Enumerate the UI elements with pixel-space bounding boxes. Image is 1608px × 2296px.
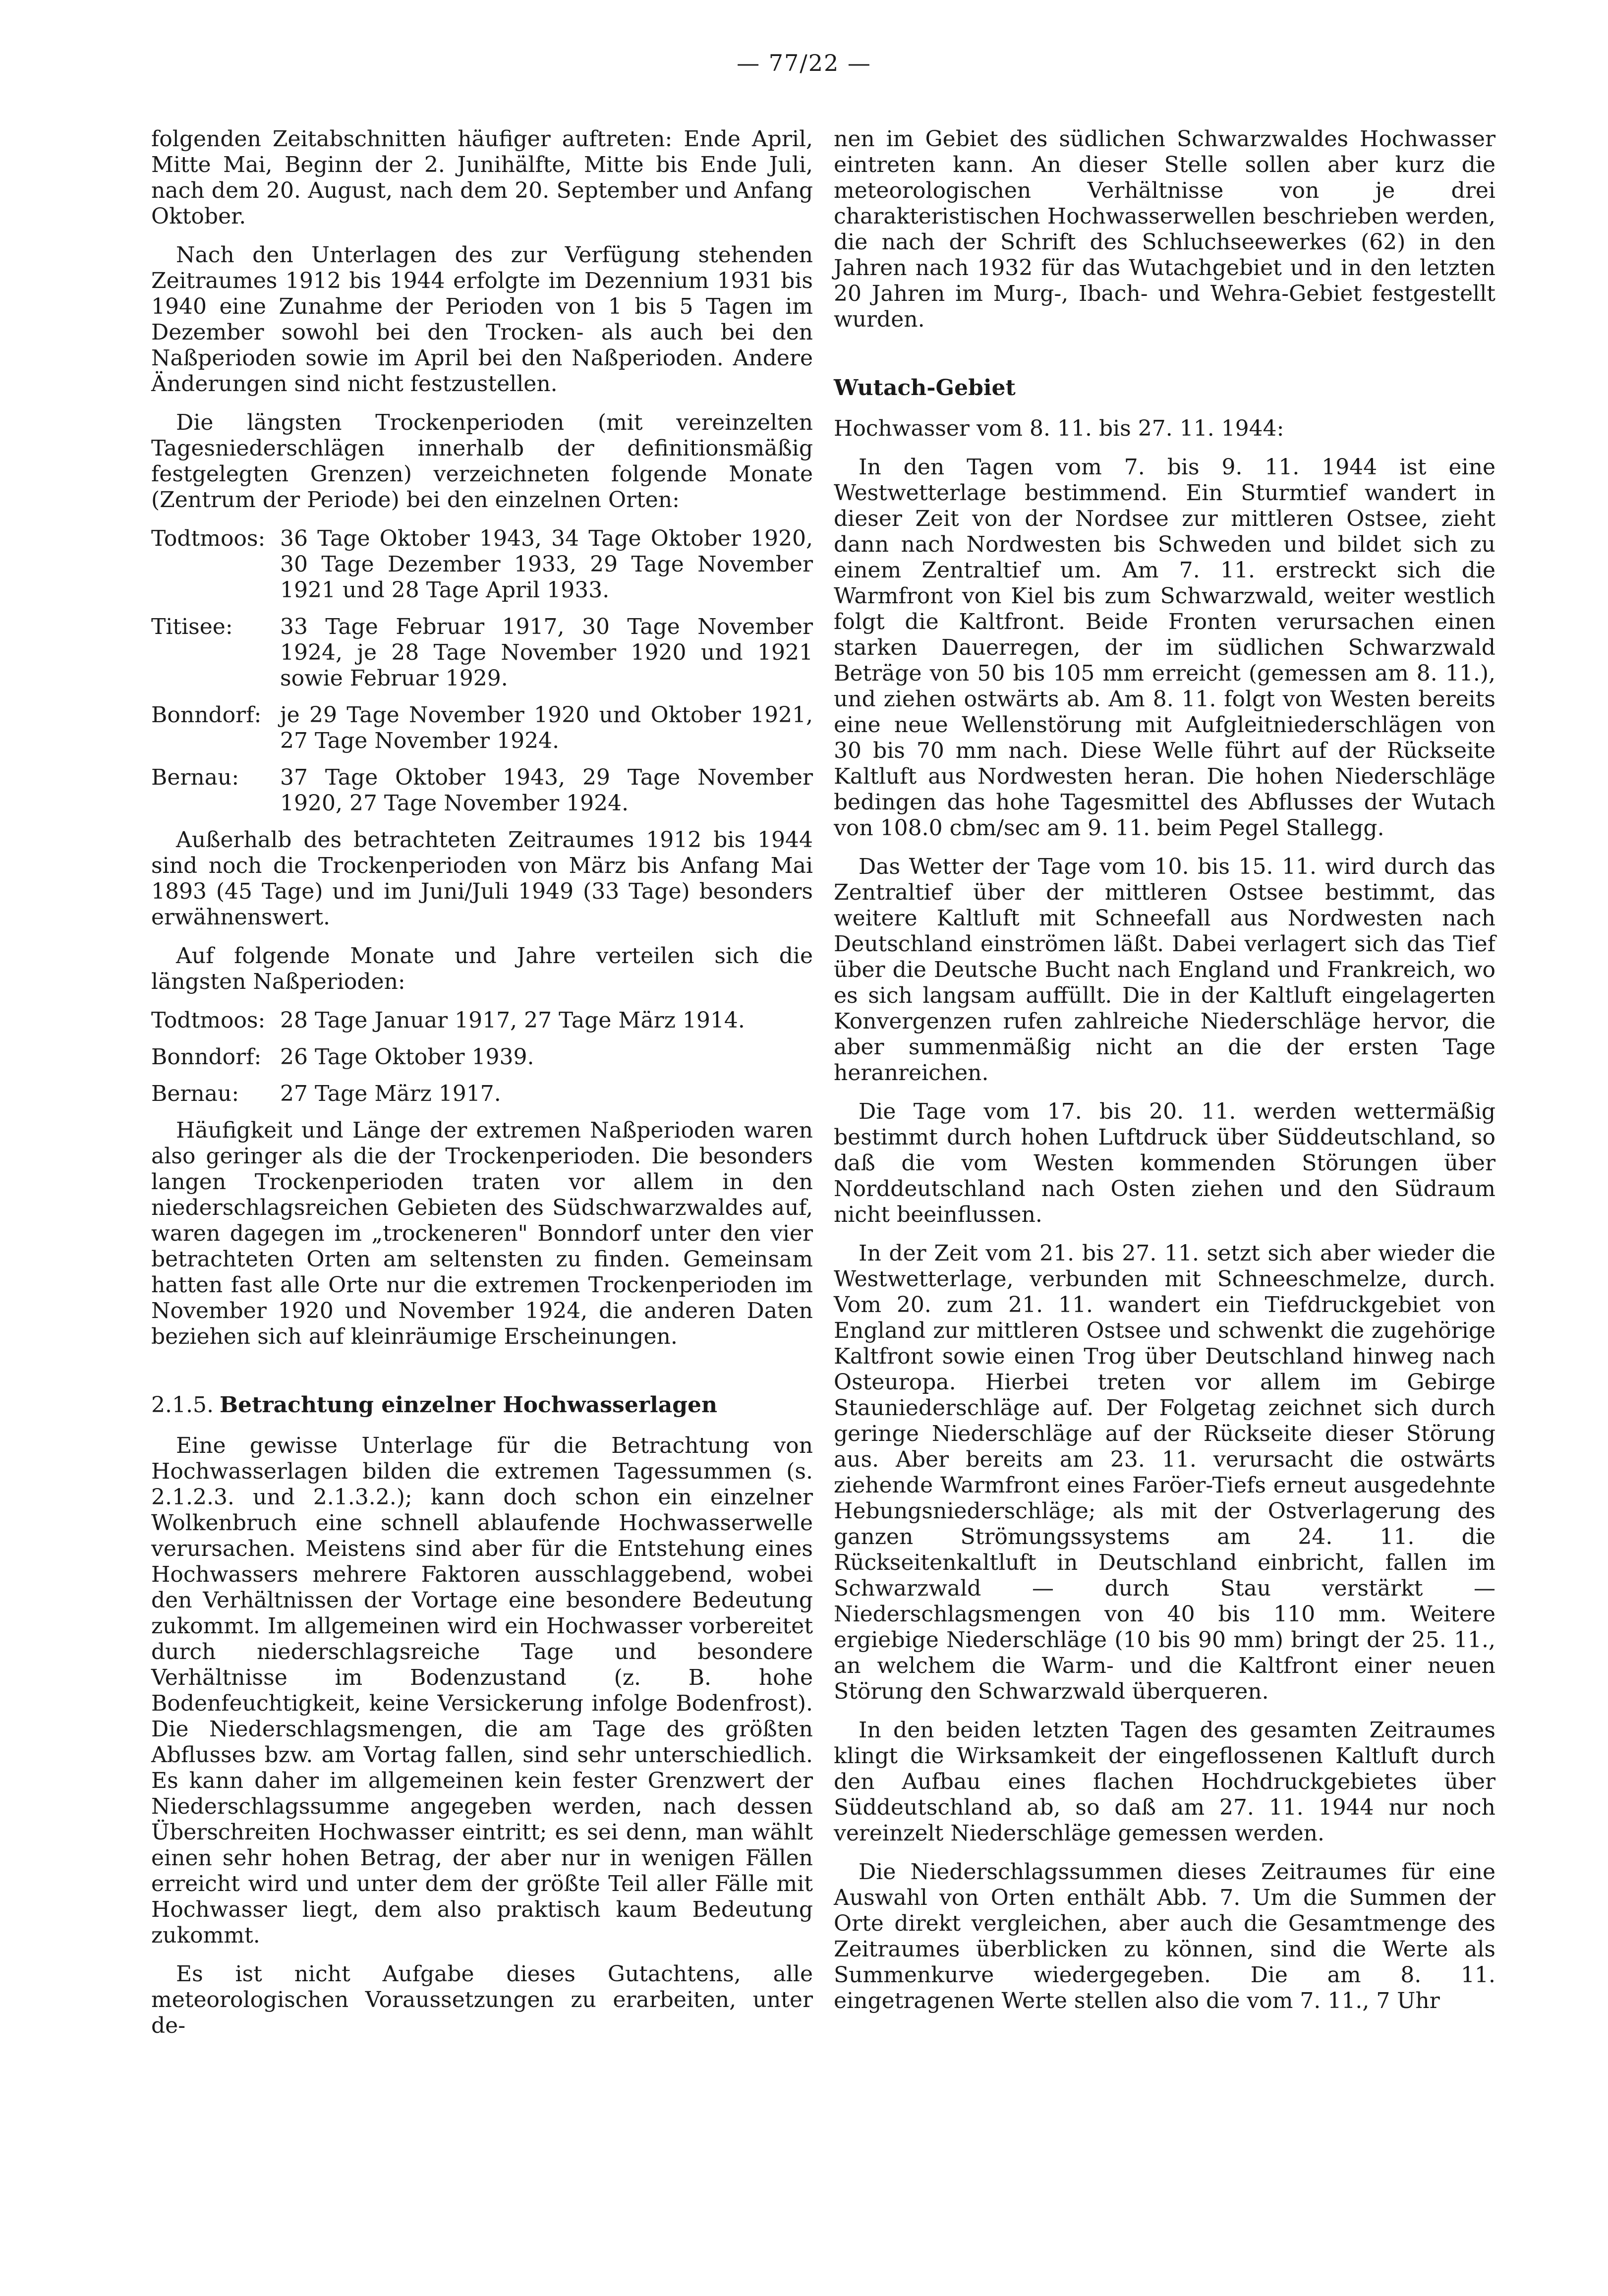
period-text: 37 Tage Oktober 1943, 29 Tage November 1920, 27 Tage November 1924. [280, 765, 813, 816]
paragraph: Es ist nicht Aufgabe dieses Gutachtens, alle meteorologischen Voraussetzungen zu erarbeiten, unter de- [151, 1961, 813, 2038]
paragraph: In den beiden letzten Tagen des gesamten Zeitraumes klingt die Wirksamkeit der eingeflossenen Kaltluft durch den Aufbau eines flachen Hochdruckgebietes über Süddeutschland ab, so daß am 27. 11. 1944 nur noch vereinzelt Niederschläge gemessen werden. [834, 1718, 1495, 1846]
list-item [151, 614, 813, 691]
period-text: 33 Tage Februar 1917, 30 Tage November 1924, je 28 Tage November 1920 und 1921 sowie Februar 1929. [280, 614, 813, 691]
period-text: 27 Tage März 1917. [280, 1081, 501, 1106]
paragraph: In den Tagen vom 7. bis 9. 11. 1944 ist eine Westwetterlage bestimmend. Ein Sturmtief wandert in dieser Zeit von der Nordsee zur mittleren Ostsee, zieht dann nach Nordwesten bis Schweden und bildet sich zu einem Zentraltief um. Am 7. 11. erstreckt sich die Warmfront von Kiel bis zum Schwarzwald, weiter westlich folgt die Kaltfront. Beide Fronten verursachen einen starken Dauerregen, der im südlichen Schwarzwald Beträge von 50 bis 105 mm erreicht (gemessen am 8. 11.), und ziehen ostwärts ab. Am 8. 11. folgt von Westen bereits eine neue Wellenstörung mit Aufgleitniederschlägen von 30 bis 70 mm nach. Diese Welle führt auf der Rückseite Kaltluft aus Nordwesten heran. Die hohen Niederschläge bedingen das hohe Tagesmittel des Abflusses der Wutach von 108.0 cbm/sec am 9. 11. beim Pegel Stallegg. [834, 455, 1495, 841]
list-item [151, 1081, 813, 1107]
list-item [151, 765, 813, 816]
period-text: 36 Tage Oktober 1943, 34 Tage Oktober 1920, 30 Tage Dezember 1933, 29 Tage November 1921 und 28 Tage April 1933. [280, 526, 813, 603]
paragraph: Auf folgende Monate und Jahre verteilen sich die längsten Naßperioden: [151, 943, 813, 994]
flood-date: Hochwasser vom 8. 11. bis 27. 11. 1944: [834, 416, 1284, 441]
paragraph: Außerhalb des betrachteten Zeitraumes 1912 bis 1944 sind noch die Trockenperioden von März bis Anfang Mai 1893 (45 Tage) und im Juni/Juli 1949 (33 Tage) besonders erwähnenswert. [151, 827, 813, 930]
paragraph: Häufigkeit und Länge der extremen Naßperioden waren also geringer als die der Trockenperioden. Die besonders langen Trockenperioden traten vor allem in den niederschlagsreichen Gebieten des Südschwarzwaldes auf, waren dagegen im „trockeneren" Bonndorf unter den vier betrachteten Orten am seltensten zu finden. Gemeinsam hatten fast alle Orte nur die extremen Trockenperioden im November 1920 und November 1924, die anderen Daten beziehen sich auf kleinräumige Erscheinungen. [151, 1118, 813, 1349]
place-name: Bonndorf: [151, 1044, 262, 1070]
paragraph: Die längsten Trockenperioden (mit vereinzelten Tagesniederschlägen innerhalb der definitionsmäßig festgelegten Grenzen) verzeichneten folgende Monate (Zentrum der Periode) bei den einzelnen Orten: [151, 410, 813, 513]
section-title: Betrachtung einzelner Hochwasserlagen [219, 1392, 717, 1418]
list-item [151, 526, 813, 603]
paragraph: Eine gewisse Unterlage für die Betrachtung von Hochwasserlagen bilden die extremen Tagessummen (s. 2.1.2.3. und 2.1.3.2.); kann doch schon ein einzelner Wolkenbruch eine schnell ablaufende Hochwasserwelle verursachen. Meistens sind aber für die Entstehung eines Hochwassers mehrere Faktoren ausschlaggebend, wobei den Verhältnissen der Vortage eine besondere Bedeutung zukommt. Im allgemeinen wird ein Hochwasser vorbereitet durch niederschlagsreiche Tage und besondere Verhältnisse im Bodenzustand (z. B. hohe Bodenfeuchtigkeit, keine Versickerung infolge Bodenfrost). Die Niederschlagsmengen, die am Tage des größten Abflusses bzw. am Vortag fallen, sind sehr unterschiedlich. Es kann daher im allgemeinen kein fester Grenzwert der Niederschlagssumme angegeben werden, nach dessen Überschreiten Hochwasser eintritt; es sei denn, man wählt einen sehr hohen Betrag, der aber nur in wenigen Fällen erreicht wird und unter dem der größte Teil aller Fälle mit Hochwasser liegt, dem also praktisch kaum Bedeutung zukommt. [151, 1433, 813, 1948]
list-item [151, 702, 813, 754]
place-name: Bernau: [151, 1081, 239, 1106]
list-item [151, 1008, 813, 1033]
place-name: Bonndorf: [151, 702, 262, 728]
period-text: 26 Tage Oktober 1939. [280, 1044, 534, 1070]
place-name: Bernau: [151, 765, 239, 790]
wet-periods-list [151, 1008, 813, 1107]
subheading: Wutach-Gebiet [834, 375, 1016, 401]
paragraph: Das Wetter der Tage vom 10. bis 15. 11. wird durch das Zentraltief über der mittleren Ostsee bestimmt, das weitere Kaltluft mit Schneefall aus Nordwesten nach Deutschland einströmen läßt. Dabei verlagert sich das Tief über die Deutsche Bucht nach England und Frankreich, wo es sich langsam auffüllt. Die in der Kaltluft eingelagerten Konvergenzen rufen zahlreiche Niederschläge hervor, die aber summenmäßig nicht an die der ersten Tage heranreichen. [834, 854, 1495, 1086]
place-name: Titisee: [151, 614, 233, 639]
paragraph: nen im Gebiet des südlichen Schwarzwaldes Hochwasser eintreten kann. An dieser Stelle sollen aber kurz die meteorologischen Verhältnisse von je drei charakteristischen Hochwasserwellen beschrieben werden, die nach der Schrift des Schluchseewerkes (62) in den Jahren nach 1932 für das Wutachgebiet und in den letzten 20 Jahren im Murg-, Ibach- und Wehra-Gebiet festgestellt wurden. [834, 126, 1495, 332]
place-name: Todtmoos: [151, 1008, 266, 1033]
paragraph: folgenden Zeitabschnitten häufiger auftreten: Ende April, Mitte Mai, Beginn der 2. Junihälfte, Mitte bis Ende Juli, nach dem 20. August, nach dem 20. September und Anfang Oktober. [151, 126, 813, 229]
period-text: je 29 Tage November 1920 und Oktober 1921, 27 Tage November 1924. [280, 702, 813, 753]
section-heading [151, 1392, 813, 1418]
page-number: — 77/22 — [737, 50, 871, 76]
place-name: Todtmoos: [151, 526, 266, 551]
dry-periods-list [151, 526, 813, 816]
paragraph: Die Niederschlagssummen dieses Zeitraumes für eine Auswahl von Orten enthält Abb. 7. Um die Summen der Orte direkt vergleichen, aber auch die Gesamtmenge des Zeitraumes überblicken zu können, sind die Werte als Summenkurve wiedergegeben. Die am 8. 11. eingetragenen Werte stellen also die vom 7. 11., 7 Uhr [834, 1859, 1495, 2013]
paragraph: Die Tage vom 17. bis 20. 11. werden wettermäßig bestimmt durch hohen Luftdruck über Süddeutschland, so daß die vom Westen kommenden Störungen über Norddeutschland nach Osten ziehen und den Südraum nicht beeinflussen. [834, 1099, 1495, 1227]
paragraph: In der Zeit vom 21. bis 27. 11. setzt sich aber wieder die Westwetterlage, verbunden mit Schneeschmelze, durch. Vom 20. zum 21. 11. wandert ein Tiefdruckgebiet von England zur mittleren Ostsee und schwenkt die zugehörige Kaltfront sowie einen Trog über Deutschland hinweg nach Osteuropa. Hierbei treten vor allem im Gebirge Stauniederschläge auf. Der Folgetag zeichnet sich durch geringe Niederschläge auf der Rückseite dieser Störung aus. Aber bereits am 23. 11. verursacht die ostwärts ziehende Warmfront eines Faröer-Tiefs erneut ausgedehnte Hebungsniederschläge; als mit der Ostverlagerung des ganzen Strömungssystems am 24. 11. die Rückseitenkaltluft in Deutschland einbricht, fallen im Schwarzwald — durch Stau verstärkt — Niederschlagsmengen von 40 bis 110 mm. Weitere ergiebige Niederschläge (10 bis 90 mm) bringt der 25. 11., an welchem die Warm- und die Kaltfront einer neuen Störung den Schwarzwald überqueren. [834, 1241, 1495, 1704]
left-column [151, 126, 813, 2052]
section-number: 2.1.5. [151, 1392, 214, 1418]
right-column [834, 126, 1495, 2027]
paragraph: Nach den Unterlagen des zur Verfügung stehenden Zeitraumes 1912 bis 1944 erfolgte im Dezennium 1931 bis 1940 eine Zunahme der Perioden von 1 bis 5 Tagen im Dezember sowohl bei den Trocken- als auch bei den Naßperioden sowie im April bei den Naßperioden. Andere Änderungen sind nicht festzustellen. [151, 242, 813, 397]
list-item [151, 1044, 813, 1070]
period-text: 28 Tage Januar 1917, 27 Tage März 1914. [280, 1008, 745, 1033]
